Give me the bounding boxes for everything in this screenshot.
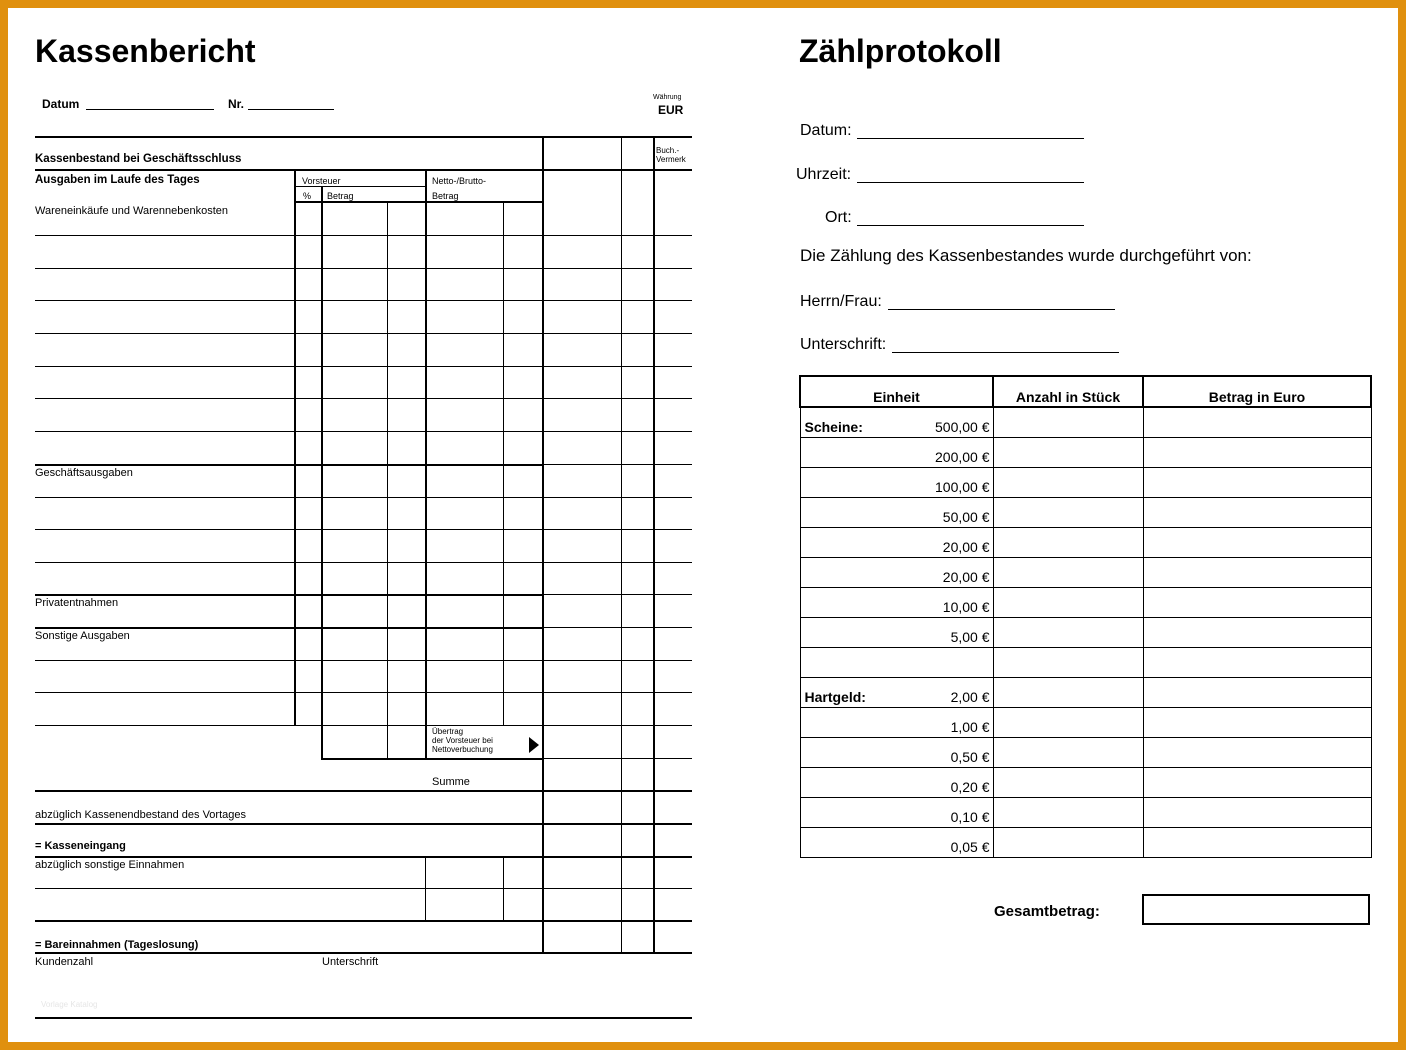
- arrow-right-icon: [529, 737, 539, 753]
- summe-label: Summe: [432, 776, 470, 788]
- col-divider: [425, 170, 427, 759]
- row-line-right: [543, 235, 692, 236]
- zp-unit-cell: [800, 648, 993, 678]
- table-row: [800, 558, 1371, 588]
- zp-unit-cell: [800, 798, 993, 828]
- zp-statement: Die Zählung des Kassenbestandes wurde durchgeführt von:: [800, 246, 1252, 265]
- zp-anzahl-cell[interactable]: [993, 708, 1143, 738]
- row-line-right: [543, 431, 692, 432]
- kb-unterschrift-label: Unterschrift: [322, 956, 379, 968]
- privatentnahmen-label: Privatentnahmen: [35, 597, 119, 609]
- col-divider: [321, 186, 323, 759]
- gesamtbetrag-field[interactable]: [1142, 894, 1370, 925]
- table-row: [800, 798, 1371, 828]
- row-line: [35, 497, 543, 498]
- zp-betrag-cell[interactable]: [1143, 708, 1371, 738]
- row-line: [35, 660, 543, 661]
- table-row: [800, 708, 1371, 738]
- zp-unit-value: 20,00 €: [942, 539, 990, 555]
- row-line-right: [543, 758, 692, 759]
- kb-header-bottom-line: [294, 201, 543, 203]
- col-divider: [503, 201, 504, 725]
- kb-top-line: [35, 136, 692, 138]
- zp-unit-value: 0,10 €: [950, 809, 990, 825]
- zp-anzahl-cell[interactable]: [993, 498, 1143, 528]
- zp-anzahl-cell[interactable]: [993, 768, 1143, 798]
- zp-unit-value: 2,00 €: [950, 689, 990, 705]
- table-row: [800, 738, 1371, 768]
- zp-anzahl-cell[interactable]: [993, 678, 1143, 708]
- kb-waehrung-value: EUR: [658, 103, 684, 117]
- row-line: [35, 627, 543, 629]
- row-line: [35, 431, 543, 432]
- zp-anzahl-cell[interactable]: [993, 798, 1143, 828]
- zp-unit-value: 200,00 €: [935, 449, 990, 465]
- col-divider: [542, 137, 544, 953]
- zp-unit-value: 1,00 €: [950, 719, 990, 735]
- bareinnahmen-label: = Bareinnahmen (Tageslosung): [35, 939, 199, 951]
- row-line: [35, 952, 692, 954]
- zp-anzahl-cell[interactable]: [993, 828, 1143, 858]
- row-line-right: [543, 594, 692, 595]
- row-line-right: [543, 333, 692, 334]
- row-line: [35, 856, 692, 858]
- zp-unit-cell: [800, 708, 993, 738]
- table-row: [800, 618, 1371, 648]
- zp-unit-value: 5,00 €: [950, 629, 990, 645]
- col-divider: [503, 856, 504, 920]
- row-line: [35, 300, 543, 301]
- zp-header-betrag: Betrag in Euro: [1143, 376, 1371, 407]
- kasseneingang-label: = Kasseneingang: [35, 840, 126, 852]
- col-divider: [653, 137, 655, 953]
- gesamtbetrag-label: Gesamtbetrag:: [994, 903, 1100, 920]
- zp-anzahl-cell[interactable]: [993, 588, 1143, 618]
- row-line: [35, 235, 543, 236]
- row-line: [35, 888, 543, 889]
- zp-unit-value: 100,00 €: [935, 479, 990, 495]
- table-row: [800, 588, 1371, 618]
- zp-unit-cell: [800, 407, 993, 438]
- row-line: [35, 366, 543, 367]
- zp-unit-category: Scheine:: [804, 419, 863, 435]
- zp-unterschrift-label: Unterschrift:: [800, 336, 887, 353]
- zp-unit-value: 10,00 €: [942, 599, 990, 615]
- table-row: [800, 828, 1371, 858]
- zp-unit-value: 20,00 €: [942, 569, 990, 585]
- zp-betrag-cell[interactable]: [1143, 798, 1371, 828]
- zp-unit-cell: [800, 528, 993, 558]
- row-line-right: [543, 268, 692, 269]
- zp-uhrzeit-label: Uhrzeit:: [796, 166, 852, 183]
- zp-anzahl-cell[interactable]: [993, 618, 1143, 648]
- kb-waehrung-label: Währung: [653, 94, 682, 101]
- table-row: [800, 498, 1371, 528]
- kb-datum-label: Datum: [42, 97, 80, 111]
- table-row: [800, 768, 1371, 798]
- row-line-right: [543, 888, 692, 889]
- percent-label: %: [303, 191, 312, 201]
- kassenbestand-label: Kassenbestand bei Geschäftsschluss: [35, 153, 242, 165]
- zp-anzahl-cell[interactable]: [993, 438, 1143, 468]
- kb-nr-label: Nr.: [228, 97, 245, 111]
- zp-unit-cell: [800, 588, 993, 618]
- zp-unit-cell: [800, 468, 993, 498]
- zp-anzahl-cell[interactable]: [993, 648, 1143, 678]
- zp-unit-value: 50,00 €: [942, 509, 990, 525]
- zp-unit-value: 0,20 €: [950, 779, 990, 795]
- netto-brutto-label: Netto-/Brutto-: [432, 176, 487, 186]
- row-line: [35, 562, 543, 563]
- wareneinkaeufe-label: Wareneinkäufe und Warennebenkosten: [35, 205, 229, 217]
- row-line: [35, 692, 543, 693]
- row-line: [35, 333, 543, 334]
- zp-header-anzahl: Anzahl in Stück: [993, 376, 1143, 407]
- zp-anzahl-cell[interactable]: [993, 468, 1143, 498]
- zp-ort-label: Ort:: [825, 209, 852, 226]
- uebertrag-label: Übertrag der Vorsteuer bei Nettoverbuchung: [432, 727, 493, 754]
- zp-table-header-row: [800, 376, 1371, 407]
- zp-count-table: [799, 375, 1372, 858]
- row-line-right: [543, 627, 692, 628]
- abzueglich-kassenendbestand-label: abzüglich Kassenendbestand des Vortages: [35, 809, 246, 821]
- row-line-right: [543, 300, 692, 301]
- row-line: [321, 758, 543, 760]
- zp-ort-field[interactable]: [857, 225, 1084, 226]
- table-row: [800, 648, 1371, 678]
- row-line-right: [543, 529, 692, 530]
- zp-uhrzeit-field[interactable]: [857, 182, 1084, 183]
- geschaeftsausgaben-label: Geschäftsausgaben: [35, 467, 133, 479]
- zp-anzahl-cell[interactable]: [993, 738, 1143, 768]
- zp-unit-value: 500,00 €: [935, 419, 990, 435]
- zp-betrag-cell[interactable]: [1143, 768, 1371, 798]
- row-line-right: [543, 725, 692, 726]
- zp-unit-value: 0,50 €: [950, 749, 990, 765]
- table-row: [800, 678, 1371, 708]
- vorsteuer-betrag-label: Betrag: [327, 191, 354, 201]
- row-line: [35, 725, 543, 726]
- row-line-right: [543, 692, 692, 693]
- zp-betrag-cell[interactable]: [1143, 468, 1371, 498]
- zp-unit-value: 0,05 €: [950, 839, 990, 855]
- zaehlprotokoll-title: Zählprotokoll: [799, 33, 1002, 69]
- ausgaben-label: Ausgaben im Laufe des Tages: [35, 174, 200, 186]
- kundenzahl-label: Kundenzahl: [35, 956, 94, 968]
- table-row: [800, 468, 1371, 498]
- row-line: [35, 790, 692, 792]
- row-line: [35, 268, 543, 269]
- table-row: [800, 528, 1371, 558]
- zp-unit-category: Hartgeld:: [804, 689, 866, 705]
- zp-anzahl-cell[interactable]: [993, 407, 1143, 438]
- zp-unit-cell: [800, 678, 993, 708]
- zp-anzahl-cell[interactable]: [993, 528, 1143, 558]
- zp-unit-cell: [800, 438, 993, 468]
- zp-betrag-cell[interactable]: [1143, 588, 1371, 618]
- buch-vermerk-label: Buch.- Vermerk: [656, 146, 686, 164]
- row-line-right: [543, 398, 692, 399]
- row-line-right: [543, 562, 692, 563]
- zp-unit-cell: [800, 828, 993, 858]
- row-line: [35, 529, 543, 530]
- zp-herr-frau-field[interactable]: [888, 309, 1115, 310]
- sonstige-ausgaben-label: Sonstige Ausgaben: [35, 630, 130, 642]
- vorsteuer-subline: [294, 186, 425, 187]
- col-divider: [621, 137, 622, 953]
- row-line-right: [543, 366, 692, 367]
- zp-herr-frau-label: Herrn/Frau:: [800, 293, 882, 310]
- zp-betrag-cell[interactable]: [1143, 618, 1371, 648]
- zp-betrag-cell[interactable]: [1143, 438, 1371, 468]
- zp-betrag-cell[interactable]: [1143, 678, 1371, 708]
- zp-unit-cell: [800, 558, 993, 588]
- row-line-right: [543, 660, 692, 661]
- zp-betrag-cell[interactable]: [1143, 648, 1371, 678]
- vorsteuer-label: Vorsteuer: [302, 176, 341, 186]
- kb-datum-field[interactable]: [86, 109, 214, 110]
- zp-header-einheit: Einheit: [800, 376, 993, 407]
- zp-datum-field[interactable]: [857, 138, 1084, 139]
- abzueglich-sonstige-label: abzüglich sonstige Einnahmen: [35, 859, 185, 871]
- col-divider: [425, 856, 426, 920]
- kb-bottom-line: [35, 1017, 692, 1019]
- col-divider: [387, 201, 388, 759]
- netto-betrag-label: Betrag: [432, 191, 459, 201]
- zp-unterschrift-field[interactable]: [892, 352, 1119, 353]
- row-line-right: [543, 497, 692, 498]
- zp-datum-label: Datum:: [800, 122, 852, 139]
- table-row: [800, 438, 1371, 468]
- zp-betrag-cell[interactable]: [1143, 498, 1371, 528]
- row-line: [35, 398, 543, 399]
- zp-anzahl-cell[interactable]: [993, 558, 1143, 588]
- zp-unit-cell: [800, 618, 993, 648]
- row-line: [35, 920, 692, 922]
- kb-nr-field[interactable]: [248, 109, 334, 110]
- zp-unit-cell: [800, 738, 993, 768]
- zp-betrag-cell[interactable]: [1143, 528, 1371, 558]
- row-line: [35, 464, 543, 466]
- row-line: [35, 823, 692, 825]
- zp-unit-cell: [800, 768, 993, 798]
- zp-betrag-cell[interactable]: [1143, 558, 1371, 588]
- zp-betrag-cell[interactable]: [1143, 738, 1371, 768]
- row-line: [35, 594, 543, 596]
- watermark-text: Vorlage Katalog: [41, 1000, 98, 1009]
- kassenbericht-title: Kassenbericht: [35, 33, 256, 69]
- row-line-right: [543, 464, 692, 465]
- kb-kassenbestand-line: [35, 169, 692, 171]
- table-row: [800, 407, 1371, 438]
- zp-unit-cell: [800, 498, 993, 528]
- col-divider: [294, 170, 296, 725]
- zp-betrag-cell[interactable]: [1143, 828, 1371, 858]
- zp-betrag-cell[interactable]: [1143, 407, 1371, 438]
